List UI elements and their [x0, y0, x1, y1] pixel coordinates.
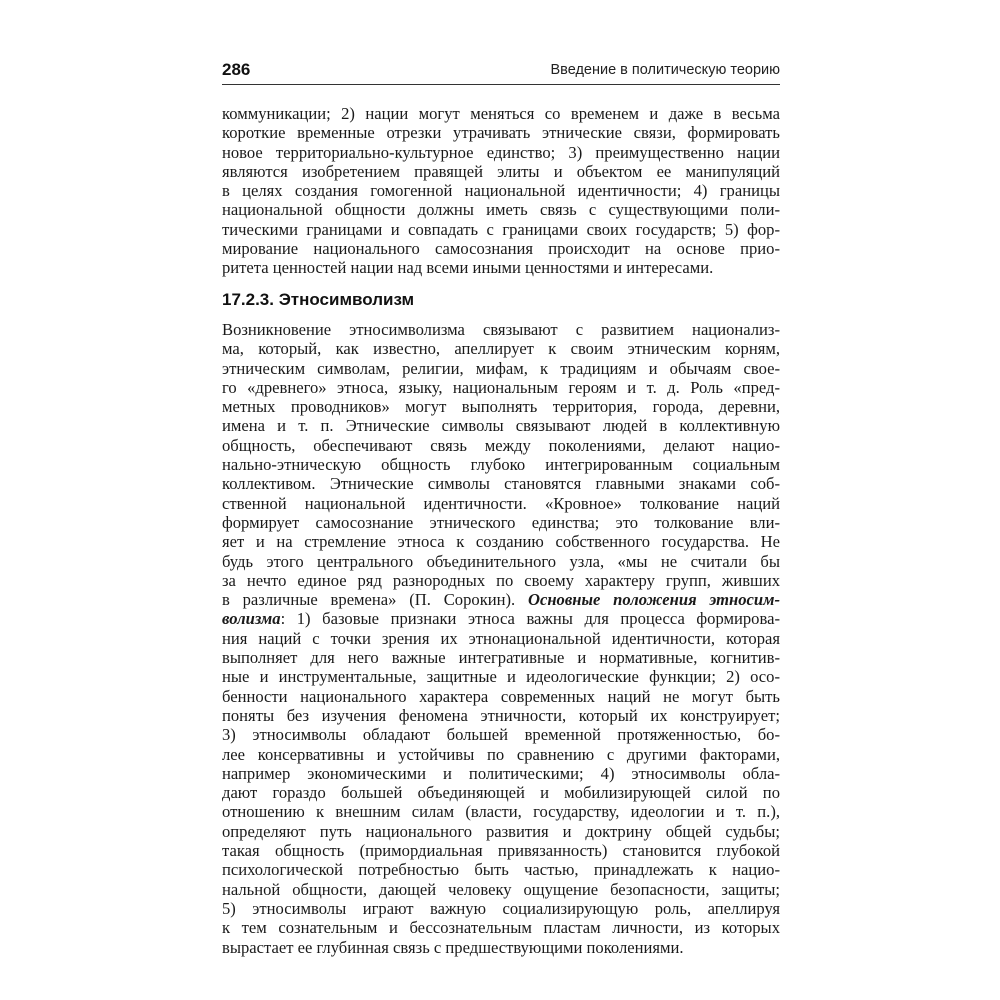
text-line: дают гораздо большей объединяющей и мобилизирующей силой по: [222, 783, 780, 803]
text-line: нально-этническую общность глубоко интегрированным социальным: [222, 455, 780, 475]
text-line: за нечто единое ряд разнородных по своему характеру групп, живших: [222, 570, 780, 590]
text-line: ные и инструментальные, защитные и идеологические функции; 2) осо-: [222, 667, 780, 687]
text-line: этническим символам, религии, мифам, к традициям и обычаям свое-: [222, 358, 780, 378]
text-line: го «древнего» этноса, языку, национальным героям и т. д. Роль «пред-: [222, 377, 780, 397]
paragraph-continuation: [222, 104, 780, 278]
text-line: определяют путь национального развития и доктрину общей судьбы;: [222, 821, 780, 841]
text-line: [222, 590, 780, 609]
line-text: : 1) базовые признаки этноса важны для процесса формирова-: [280, 609, 780, 629]
text-line: коммуникации; 2) нации могут меняться со временем и даже в весьма: [222, 104, 780, 123]
text-line: ма, который, как известно, апеллирует к своим этническим корням,: [222, 339, 780, 359]
text-line: 5) этносимволы играют важную социализирующую роль, апеллируя: [222, 898, 780, 918]
text-line: яет и на стремление этноса к созданию собственного государства. Не: [222, 532, 780, 552]
text-line: коллективом. Этнические символы становятся главными знаками соб-: [222, 474, 780, 494]
text-line: к тем сознательным и бессознательным пластам личности, из которых: [222, 918, 780, 938]
text-line: психологической потребностью быть частью, принадлежать к нацио-: [222, 860, 780, 880]
paragraph-ethnosymbolism: [222, 320, 780, 957]
text-line: Возникновение этносимволизма связывают с развитием национализ-: [222, 320, 780, 339]
text-line: [222, 609, 780, 628]
text-line: в целях создания гомогенной национальной идентичности; 4) границы: [222, 181, 780, 201]
emphasis-term: Основные положения этносим-: [528, 590, 780, 610]
text-line: общность, обеспечивают связь между поколениями, делают нацио-: [222, 435, 780, 455]
text-line: например экономическими и политическими; 4) этносимволы обла-: [222, 763, 780, 783]
text-line: вырастает ее глубинная связь с предшествующими поколениями.: [222, 937, 684, 957]
text-line: короткие временные отрезки утрачивать этнические связи, формировать: [222, 123, 780, 143]
line-text: в различные времена» (П. Сорокин).: [222, 590, 528, 610]
text-line: будь этого центрального объединительного узла, «мы не считали бы: [222, 551, 780, 571]
running-title: Введение в политическую теорию: [550, 62, 780, 78]
text-line: нальной общности, дающей человеку ощущение безопасности, защиты;: [222, 879, 780, 899]
page-number: 286: [222, 60, 251, 79]
text-line: имена и т. п. Этнические символы связывают людей в коллективную: [222, 416, 780, 436]
text-line: лее консервативны и устойчивы по сравнению с другими факторами,: [222, 744, 780, 764]
text-line: формирует самосознание этнического единства; это толкование вли-: [222, 512, 780, 532]
text-line: поняты без изучения феномена этничности, который их конструирует;: [222, 705, 780, 725]
text-line: отношению к внешним силам (власти, государству, идеологии и т. п.),: [222, 802, 780, 822]
text-line: новое территориально-культурное единство; 3) преимущественно нации: [222, 142, 780, 162]
emphasis-term: волизма: [222, 609, 281, 629]
text-line: тическими границами и совпадать с границами своих государств; 5) фор-: [222, 219, 780, 239]
running-header: [222, 58, 780, 85]
text-line: национальной общности должны иметь связь с существующими поли-: [222, 200, 780, 220]
text-line: бенности национального характера современных наций не могут быть: [222, 686, 780, 706]
text-line: являются изобретением правящей элиты и объектом ее манипуляций: [222, 161, 780, 181]
text-line: выполняет для него важные интегративные и нормативные, когнитив-: [222, 648, 780, 668]
text-line: мирование национального самосознания происходит на основе прио-: [222, 239, 780, 259]
text-line: ния наций с точки зрения их этнонациональной идентичности, которая: [222, 628, 780, 648]
section-heading: 17.2.3. Этносимволизм: [222, 290, 415, 309]
text-line: 3) этносимволы обладают большей временной протяженностью, бо-: [222, 725, 780, 745]
text-line: ственной национальной идентичности. «Кровное» толкование наций: [222, 493, 780, 513]
text-line: такая общность (примордиальная привязанность) становится глубокой: [222, 841, 780, 861]
text-line: метных проводников» могут выполнять территория, города, деревни,: [222, 397, 780, 417]
text-line: ритета ценностей нации над всеми иными ценностями и интересами.: [222, 258, 714, 278]
